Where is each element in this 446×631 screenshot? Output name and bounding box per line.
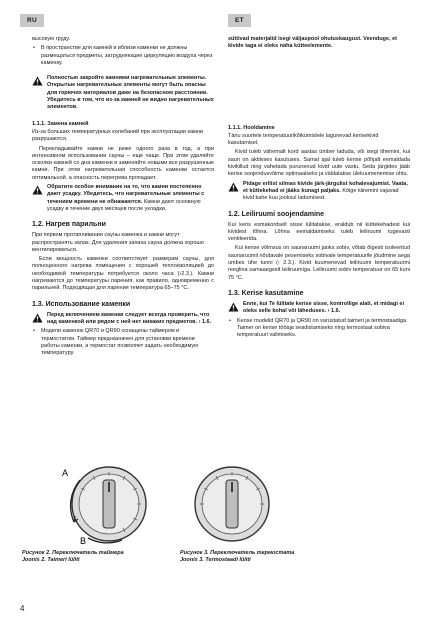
warning-text: Pidage erilist silmas kivide järk-järgulist kohalevajumist. Vaata, et küttekehad ei jääks kunagi paljaks.: [243, 180, 408, 194]
warning-text: Перед включением каменки следует всегда проверить, что над каменкой или рядом с ней нет никаких предметов. › 1.6.: [47, 311, 212, 325]
paragraph: При первом протапливании сауны каменка и камни могут распространять запах. Для удаления запаха сауна должна хорошо вентилироваться.: [32, 232, 204, 253]
bullet-item: • Kerise mudelid QR70 ja QR90 on varustatud taimeri ja termostaadiga. Taimer on kerise tööaja seadistamiseks ning termostaat sobiva temperatuuri valimiseks.: [228, 318, 410, 340]
warning-icon: [32, 185, 43, 195]
page-number: 4: [20, 604, 25, 613]
fig2-caption-ru: Рисунок 2. Переключатель таймера: [22, 550, 124, 556]
lang-tag-ru: RU: [20, 14, 44, 27]
fig2-label-b: B: [80, 536, 87, 546]
warning-block: [228, 181, 410, 203]
fig3-caption-et: Joonis 3. Termostaadi lüliti: [180, 557, 251, 563]
paragraph: Камни дают основную усадку в течение двух месяцев после укладки.: [47, 198, 201, 212]
thermostat-switch-figure: [187, 462, 277, 546]
section-heading: 1.3. Kerise kasutamine: [228, 289, 304, 297]
section-title: 1.1.1. Hooldamine: [228, 124, 275, 131]
bullet-item: • В пространстве для камней и вблизи каменки не должны размещаться предметы, затрудняющие циркуляцию воздуха через каменку.: [32, 45, 214, 67]
paragraph: Перекладывайте камни не реже одного раза в год, а при интенсивном использовании сауны – еще чаще. При этом удаляйте осколки камней со дна каменки и заменяйте новыми все разрушенные камни. При этом нагревательная способность каменки остается оптимальной, а опасность перегрева пропадает.: [32, 145, 214, 181]
paragraph: Kõige kiiremini vajuvad kivid kahe kuu jooksul ladumisest.: [243, 187, 399, 202]
warning-icon: [228, 182, 239, 192]
warning-block: [32, 312, 214, 327]
warning-block: [228, 301, 410, 316]
left-column: [32, 36, 214, 359]
spacer: [228, 53, 410, 121]
warning-text: Enne, kui Te lülitate kerise sisse, kontrollige alati, et midagi ei oleks selle kohal või läheduses. › 1.6.: [243, 300, 404, 315]
intro-line: süttivad materjalid isegi väljaspool ohutuskaugust. Veenduge, et kivide taga ei oleks näha kütteelemente.: [228, 36, 398, 50]
paragraph: Kui keris esmakordselt sisse lülitatakse, eraldub nii küttekehadest kui kividest lõhna. Lõhna eemaldamiseks tuleb leiliruumi tugevasti ventileerida.: [228, 221, 410, 243]
paragraph: Tänu suurtele temperatuurikõikumistele lagunevad kerisekivid kasutamisel.: [228, 132, 379, 147]
section-heading: 1.2. Leiliruumi soojendamine: [228, 210, 325, 218]
warning-icon: [32, 76, 43, 86]
intro-line: высокую груду.: [32, 36, 71, 42]
right-column: [228, 36, 410, 341]
fig2-caption-et: Joonis 2. Taimeri lüliti: [22, 557, 80, 563]
section-heading: 1.2. Нагрев парильни: [32, 221, 106, 229]
section-title: 1.1.1. Замена камней: [32, 120, 89, 127]
section-heading: 1.3. Использование каменки: [32, 300, 131, 308]
warning-text: Полностью закройте камнями нагревательные элементы. Открытые нагревательные элементы могут быть опасны для горючих материалов даже на безопасном расстоянии. Убедитесь в том, что из-за камней не видно нагревательных элементов.: [47, 75, 214, 111]
figure-caption: [22, 550, 124, 564]
warning-icon: [32, 313, 43, 323]
warning-block: [32, 75, 214, 111]
paragraph: Если мощность каменки соответствует размерам сауны, для полноценного нагрева помещения с хорошей теплоизоляцией до необходимой температуры потребуется около часа (›2.3.). Камни нагреваются до температуры парения, как правило, одновременно с парильней. Подходящая для парения температура 65–75 °C.: [32, 256, 214, 292]
paragraph: Kivid tuleb vähemalt kord aastas ümber laduda, või isegi tihemini, kui saun on aktiivses kasutuses. Samal ajal tuleb kerise põhjalt eemaldada kivikillud ning vahetada purunenud kivid uute vastu. Seda järgides jääb kerise soojendusvõime optimaalseks ja väldatakse ülekuumenemise ohtu.: [228, 149, 410, 178]
timer-switch-figure: [52, 462, 158, 546]
bullet-item: • Модели каменок QR70 и QR90 оснащены таймером и термостатом. Таймер предназначен для установки времени работы каменки, а термостат позволяет задать необходимую температуру.: [32, 328, 214, 357]
warning-text: Обратите особое внимание на то, что камни постепенно дают усадку. Убедитесь, что нагревательные элементы с течением времени не обнажаются.: [47, 184, 205, 205]
warning-block: [32, 184, 214, 213]
warning-icon: [228, 302, 239, 312]
figure-caption: [180, 550, 294, 564]
paragraph: Kui kerise võimsus on saunaruumi jaoks sobiv, võtab õigesti isoleeritud saunaruumil nõutavale pesemiseks sobivale temperatuurile jõudmine aega umbes ühe tunni (› 2.3.). Kivid kuumenevad leiliruumi temperatuurini reeglina samaaegselt leiliruumiga. Leiliruumi sobiv temperatuur on 65 kuni 75 °C.: [228, 245, 410, 281]
paragraph: Из-за больших температурных колебаний при эксплуатации камни разрушаются.: [32, 128, 203, 143]
fig2-label-a: A: [62, 468, 69, 478]
lang-tag-et: ET: [228, 14, 251, 27]
fig3-caption-ru: Рисунок 3. Переключатель термостата: [180, 550, 295, 556]
